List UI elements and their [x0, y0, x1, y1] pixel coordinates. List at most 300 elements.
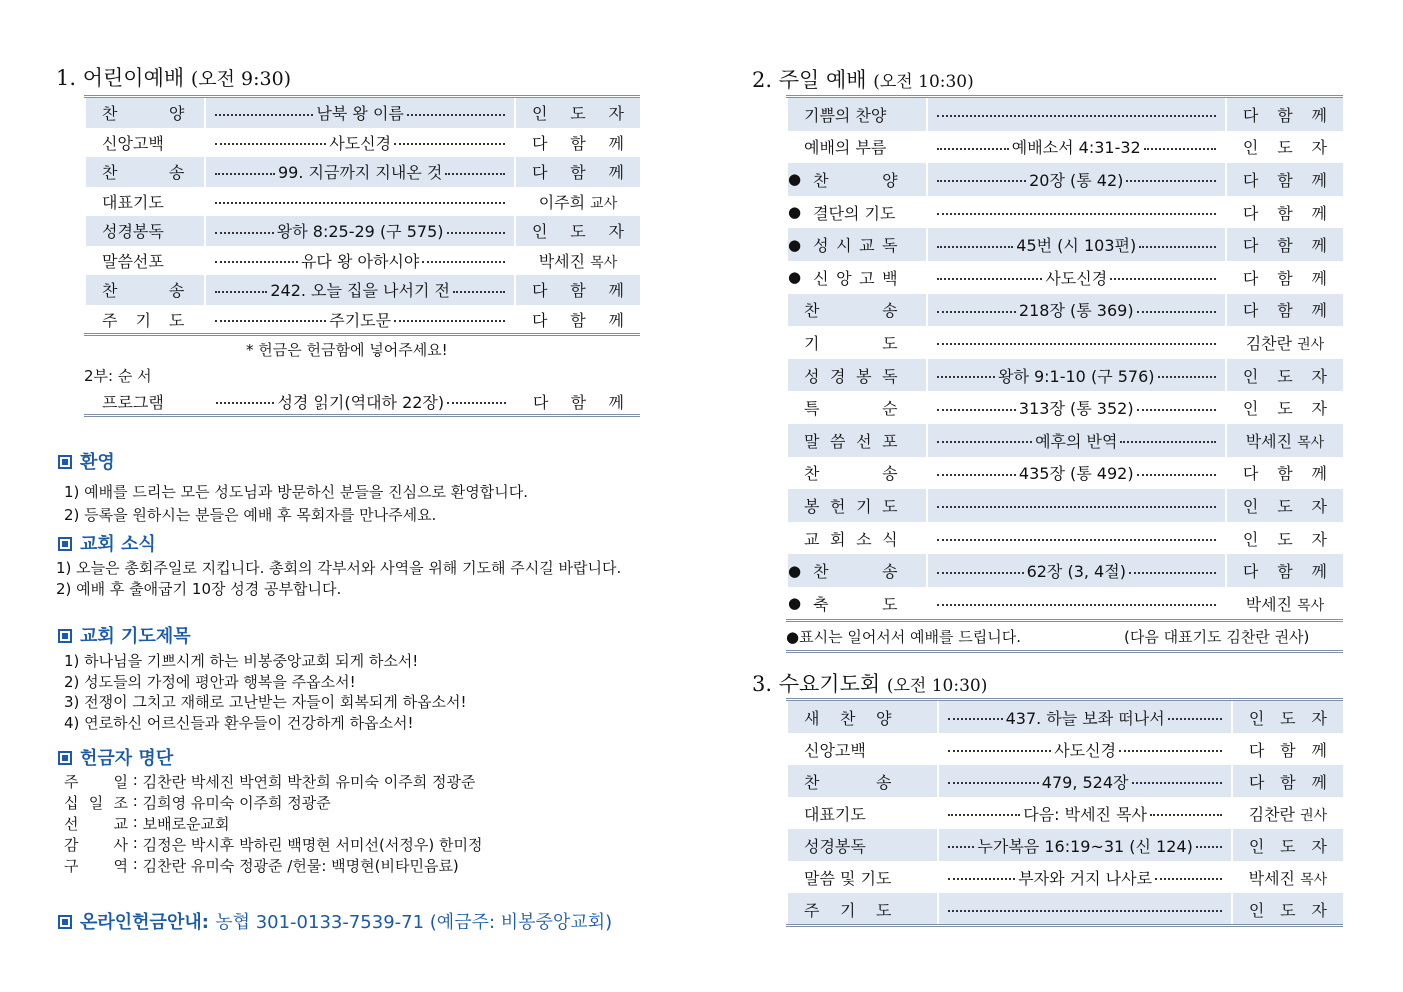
- order-item-cell: [787, 163, 927, 196]
- order-item-cell: [787, 359, 927, 392]
- order-content: 남북 왕 이름: [316, 104, 404, 124]
- online-account: 농협 301-0133-7539-71 (예금주: 비봉중앙교회): [215, 912, 613, 933]
- section-3-title: [752, 668, 987, 698]
- table-row: [787, 359, 1343, 392]
- dotted-leader: [934, 396, 1219, 419]
- order-content-cell: [927, 196, 1226, 229]
- order-content: 사도신경: [1054, 740, 1117, 760]
- order-item-cell: [787, 522, 927, 555]
- order-content: 437. 하늘 보좌 떠나서: [1005, 708, 1165, 728]
- order-item-name: 찬 양: [102, 104, 185, 124]
- order-leader-cell: [1226, 391, 1343, 424]
- order-item-label: [794, 866, 931, 889]
- dot-fill: [1120, 441, 1215, 443]
- table-row: [787, 554, 1343, 587]
- order-leader: 김찬란 권사: [1245, 333, 1325, 353]
- donor-names: 보배로운교회: [142, 815, 230, 833]
- order-content-cell: [927, 163, 1226, 196]
- order-item-label: [92, 160, 198, 183]
- dot-fill: [937, 539, 1216, 541]
- donor-row: [64, 771, 476, 792]
- order-item-name: 대표기도: [102, 192, 164, 212]
- standing-bullet-icon: ●: [788, 268, 802, 287]
- dot-fill: [937, 246, 1014, 248]
- prayer-line: 4) 연로하신 어르신들과 환우들이 건강하게 하옵소서!: [64, 714, 414, 732]
- table-row: [787, 131, 1343, 164]
- order-content-cell: [927, 424, 1226, 457]
- order-item-cell: [787, 391, 927, 424]
- order-item-label: [788, 266, 920, 289]
- dot-fill: [407, 114, 505, 116]
- square-bullet-icon: [58, 455, 72, 469]
- order-leader-cell: [1232, 733, 1343, 765]
- order-content: 313장 (통 352): [1018, 399, 1134, 419]
- order-item-name: 축 도: [813, 594, 898, 614]
- order-content-cell: [206, 387, 516, 415]
- square-bullet-icon: [58, 537, 72, 551]
- order-item-label: [794, 770, 931, 793]
- order-item-cell: [787, 424, 927, 457]
- section-time: (오전 10:30): [886, 676, 988, 696]
- order-leader-cell: [515, 216, 640, 246]
- donors-heading: [58, 744, 173, 770]
- order-content: 435장 (통 492): [1018, 464, 1134, 484]
- order-item-label: [794, 802, 931, 825]
- order-leader: 다 함 께: [1242, 236, 1327, 256]
- standing-bullet-icon: ●: [788, 203, 802, 222]
- order-content-cell: [927, 131, 1226, 164]
- order-content: 왕하 9:1-10 (구 576): [997, 366, 1155, 386]
- table-row: [85, 157, 640, 187]
- dotted-leader: [212, 219, 508, 242]
- sunday-worship-table: [786, 98, 1343, 620]
- order-leader-cell: [1226, 587, 1343, 620]
- order-leader-cell: [515, 98, 640, 128]
- dotted-leader: [213, 390, 509, 413]
- dot-fill: [1132, 782, 1222, 784]
- donor-category: 감 사: [64, 836, 128, 854]
- order-item-label: [788, 201, 920, 224]
- order-item-label: [92, 278, 198, 301]
- order-content: 20장 (통 42): [1029, 170, 1124, 190]
- dot-fill: [937, 441, 1032, 443]
- order-content-cell: [927, 587, 1226, 620]
- order-content-cell: [927, 391, 1226, 424]
- order-leader: 박세진 목사: [1248, 868, 1328, 888]
- square-bullet-icon: [58, 751, 72, 765]
- order-leader: 인 도 자: [1242, 366, 1327, 386]
- dot-fill: [215, 291, 267, 293]
- section-time: (오전 10:30): [873, 72, 974, 92]
- order-item-label: [794, 706, 931, 729]
- dotted-leader: [934, 559, 1219, 582]
- order-item-label: [794, 898, 931, 921]
- donor-row: [64, 792, 331, 813]
- table-row: [787, 733, 1343, 765]
- dot-fill: [215, 202, 505, 204]
- order-leader: 다 함 께: [1242, 170, 1327, 190]
- order-item-label: [92, 308, 198, 331]
- order-item-cell: [787, 131, 927, 164]
- order-leader-cell: [515, 305, 640, 335]
- dotted-leader: [945, 866, 1224, 889]
- table-row: [787, 489, 1343, 522]
- order-item-cell: [85, 246, 205, 276]
- order-content-cell: [938, 733, 1231, 765]
- standing-bullet-icon: ●: [788, 561, 802, 580]
- online-label: 온라인헌금안내:: [80, 912, 209, 933]
- dot-fill: [948, 910, 1221, 912]
- dotted-leader: [934, 298, 1219, 321]
- part2-label: 2부: 순 서: [84, 367, 152, 385]
- table-row: [787, 391, 1343, 424]
- order-leader-cell: [1226, 294, 1343, 327]
- order-leader: 인 도 자: [1242, 399, 1327, 419]
- order-leader: 인 도 자: [531, 222, 624, 242]
- table-bottom-rule: [84, 333, 640, 336]
- order-item-cell: [85, 128, 205, 158]
- order-content: 주기도문: [329, 310, 392, 330]
- dot-fill: [422, 261, 505, 263]
- table-row: [787, 424, 1343, 457]
- order-item-cell: [787, 829, 938, 861]
- dotted-leader: [934, 135, 1219, 158]
- order-item-cell: [787, 861, 938, 893]
- dot-fill: [937, 213, 1216, 215]
- table-row: [787, 294, 1343, 327]
- table-row: [787, 228, 1343, 261]
- dot-fill: [445, 173, 505, 175]
- dot-fill: [1129, 572, 1216, 574]
- order-item-label: [794, 103, 920, 126]
- donor-row: [64, 834, 482, 855]
- order-content: 예배소서 4:31-32: [1011, 138, 1141, 158]
- dot-fill: [215, 232, 273, 234]
- dot-fill: [1158, 376, 1216, 378]
- dot-fill: [937, 148, 1009, 150]
- order-leader: 인 도 자: [1248, 708, 1327, 728]
- dot-fill: [1139, 246, 1216, 248]
- section-title-text: 어린이예배: [82, 66, 185, 90]
- table-row: [787, 701, 1343, 733]
- standing-bullet-icon: ●: [788, 170, 802, 189]
- order-leader-cell: [1226, 522, 1343, 555]
- order-item-name: 새 찬 양: [804, 708, 892, 728]
- order-item-name: 봉 헌 기 도: [804, 496, 898, 516]
- order-item-label: [788, 559, 920, 582]
- order-item-cell: [787, 294, 927, 327]
- order-leader-cell: [1226, 326, 1343, 359]
- order-content-cell: [927, 359, 1226, 392]
- dot-fill: [1137, 311, 1216, 313]
- order-item-cell: [787, 326, 927, 359]
- dot-fill: [937, 474, 1016, 476]
- dot-fill: [216, 402, 275, 404]
- order-leader: 다 함 께: [1242, 562, 1327, 582]
- order-item-label: [794, 429, 920, 452]
- donor-separator: :: [128, 834, 143, 852]
- order-item-cell: [85, 275, 205, 305]
- dot-fill: [1119, 750, 1222, 752]
- order-leader-cell: [1232, 893, 1343, 925]
- table-row: [787, 861, 1343, 893]
- order-content: 사도신경: [329, 133, 392, 153]
- table-row: [787, 522, 1343, 555]
- prayer-line: 1) 하나님을 기쁘시게 하는 비봉중앙교회 되게 하소서!: [64, 652, 419, 670]
- order-item-label: [92, 131, 198, 154]
- order-item-label: [794, 461, 920, 484]
- order-item-name: 성경봉독: [804, 836, 866, 856]
- donor-category: 구 역: [64, 857, 128, 875]
- section-1-title: [56, 62, 291, 92]
- donor-category: 선 교: [64, 815, 128, 833]
- order-item-cell: [787, 196, 927, 229]
- heading-text: 헌금자 명단: [80, 748, 174, 769]
- order-leader: 다 함 께: [1242, 203, 1327, 223]
- dot-fill: [937, 180, 1027, 182]
- welcome-line: 2) 등록을 원하시는 분들은 예배 후 목회자를 만나주세요.: [64, 506, 437, 524]
- dotted-leader: [945, 834, 1224, 857]
- table-row: [85, 216, 640, 246]
- order-leader: 인 도 자: [1248, 900, 1327, 920]
- section-number: 2.: [752, 68, 773, 92]
- order-item-cell: [787, 701, 938, 733]
- dotted-leader: [934, 341, 1219, 343]
- order-leader-cell: [1232, 797, 1343, 829]
- order-item-cell: [787, 587, 927, 620]
- order-content-cell: [927, 294, 1226, 327]
- order-leader: 박세진 목사: [1245, 594, 1325, 614]
- donor-separator: :: [128, 792, 143, 810]
- order-leader: 김찬란 권사: [1248, 804, 1328, 824]
- table-row: [787, 326, 1343, 359]
- order-leader-cell: [1226, 228, 1343, 261]
- order-content: 45번 (시 103편): [1016, 236, 1137, 256]
- order-item-cell: [787, 893, 938, 925]
- order-content: 62장 (3, 4절): [1026, 562, 1126, 582]
- order-leader-cell: [515, 157, 640, 187]
- order-item-name: 찬 송: [804, 772, 892, 792]
- order-item-cell: [787, 797, 938, 829]
- dot-fill: [394, 320, 505, 322]
- order-item-name: 주 기 도: [102, 310, 185, 330]
- order-item-label: [794, 135, 920, 158]
- order-item-name: 말 씀 선 포: [804, 431, 898, 451]
- dot-fill: [948, 878, 1015, 880]
- news-line: 2) 예배 후 출애굽기 10장 성경 공부합니다.: [56, 580, 342, 598]
- offering-note: * 헌금은 헌금함에 넣어주세요!: [246, 341, 448, 359]
- dot-fill: [937, 343, 1216, 345]
- dot-fill: [453, 291, 505, 293]
- order-item-label: [794, 527, 920, 550]
- order-leader-cell: [1232, 829, 1343, 861]
- dotted-leader: [934, 461, 1219, 484]
- dot-fill: [937, 278, 1043, 280]
- order-content-cell: [205, 157, 515, 187]
- dot-fill: [948, 718, 1002, 720]
- online-offering: [58, 908, 612, 934]
- order-content: 성경 읽기(역대하 22장): [277, 392, 445, 412]
- order-leader-cell: [1232, 861, 1343, 893]
- donor-separator: :: [128, 855, 143, 873]
- next-prayer-note: (다음 대표기도 김찬란 권사): [1124, 628, 1310, 646]
- section-time: (오전 9:30): [190, 68, 292, 90]
- order-leader-cell: [1226, 196, 1343, 229]
- order-item-label: [788, 592, 920, 615]
- order-content-cell: [205, 275, 515, 305]
- table-row: [85, 187, 640, 217]
- order-leader-cell: [1226, 489, 1343, 522]
- order-item-cell: [787, 489, 927, 522]
- order-content-cell: [938, 765, 1231, 797]
- table-bottom-rule: [84, 414, 640, 417]
- table-row: [85, 246, 640, 276]
- square-bullet-icon: [58, 629, 72, 643]
- dotted-leader: [934, 211, 1219, 213]
- order-item-cell: [85, 157, 205, 187]
- order-leader: 다 함 께: [1242, 301, 1327, 321]
- dotted-leader: [934, 266, 1219, 289]
- dot-fill: [215, 261, 298, 263]
- order-item-name: 대표기도: [804, 804, 866, 824]
- donor-separator: :: [128, 771, 143, 789]
- standing-bullet-icon: ●: [788, 235, 802, 254]
- section-number: 3.: [752, 672, 773, 696]
- order-item-name: 기쁨의 찬양: [804, 105, 887, 125]
- dotted-leader: [934, 537, 1219, 539]
- square-bullet-icon: [58, 915, 72, 929]
- order-item-name: 성 경 봉 독: [804, 366, 898, 386]
- welcome-heading: [58, 448, 115, 474]
- donor-names: 김희영 유미숙 이주희 정광준: [142, 794, 331, 812]
- heading-text: 교회 기도제목: [80, 626, 191, 647]
- table-row: [787, 587, 1343, 620]
- order-leader: 인 도 자: [1242, 496, 1327, 516]
- order-content-cell: [927, 554, 1226, 587]
- dot-fill: [948, 814, 1020, 816]
- dotted-leader: [945, 802, 1224, 825]
- table-row: [85, 98, 640, 128]
- order-content-cell: [927, 228, 1226, 261]
- dotted-leader: [934, 429, 1219, 452]
- table-row: [787, 457, 1343, 490]
- order-leader: 이주희 교사: [538, 192, 618, 212]
- order-item-name: 말씀선포: [102, 251, 164, 271]
- table-row: [787, 829, 1343, 861]
- order-item-name: 신앙고백: [804, 740, 866, 760]
- order-content-cell: [205, 187, 515, 217]
- order-leader: 다 함 께: [1242, 268, 1327, 288]
- order-leader-cell: [515, 275, 640, 305]
- news-heading: [58, 530, 156, 556]
- order-content: 사도신경: [1045, 268, 1108, 288]
- order-item-name: 신앙고백: [102, 133, 164, 153]
- order-leader: 다 함 께: [1242, 464, 1327, 484]
- order-item-name: 결단의 기도: [813, 203, 896, 223]
- order-item-label: [794, 331, 920, 354]
- donor-names: 김찬란 유미숙 정광준 /헌물: 백명현(비타민음료): [142, 857, 459, 875]
- dot-fill: [215, 114, 313, 116]
- section-number: 1.: [56, 66, 77, 90]
- order-leader-cell: [1232, 701, 1343, 733]
- table-row: [787, 163, 1343, 196]
- dotted-leader: [945, 706, 1224, 729]
- order-content: 242. 오늘 집을 나서기 전: [270, 281, 450, 301]
- order-item-label: [92, 249, 198, 272]
- order-content: 예후의 반역: [1035, 431, 1118, 451]
- order-item-label: [794, 396, 920, 419]
- order-item-cell: [787, 733, 938, 765]
- donor-row: [64, 813, 230, 834]
- order-item-label: [794, 738, 931, 761]
- table-bottom-rule: [786, 619, 1343, 622]
- order-leader-cell: [1226, 554, 1343, 587]
- table-row: [85, 275, 640, 305]
- order-content: 218장 (통 369): [1018, 301, 1134, 321]
- order-content: 왕하 8:25-29 (구 575): [276, 222, 444, 242]
- table-bottom-rule: [786, 924, 1343, 927]
- order-content: 부자와 거지 나사로: [1018, 868, 1153, 888]
- order-item-name: 신 앙 고 백: [813, 268, 898, 288]
- dotted-leader: [934, 602, 1219, 604]
- dotted-leader: [945, 770, 1224, 793]
- standing-bullet-icon: ●: [788, 594, 802, 613]
- order-leader-cell: [515, 246, 640, 276]
- order-item-cell: [787, 261, 927, 294]
- prayer-line: 3) 전쟁이 그치고 재해로 고난받는 자들이 회복되게 하옵소서!: [64, 693, 467, 711]
- order-content-cell: [938, 893, 1231, 925]
- dot-fill: [1126, 180, 1216, 182]
- table-row: [85, 305, 640, 335]
- order-content: 99. 지금까지 지내온 것: [277, 163, 443, 183]
- order-leader-cell: [515, 187, 640, 217]
- order-item-cell: [85, 387, 206, 415]
- order-item-cell: [85, 187, 205, 217]
- dot-fill: [937, 376, 995, 378]
- section-2-title: [752, 64, 974, 94]
- order-content-cell: [205, 128, 515, 158]
- order-item-cell: [787, 765, 938, 797]
- dot-fill: [1196, 846, 1222, 848]
- order-item-cell: [85, 305, 205, 335]
- dot-fill: [215, 320, 326, 322]
- order-item-cell: [787, 457, 927, 490]
- order-leader: 박세진 목사: [1245, 431, 1325, 451]
- table-row: [85, 387, 640, 415]
- news-line: 1) 오늘은 총회주일로 지킵니다. 총회의 각부서와 사역을 위해 기도해 주시길 바랍니다.: [56, 559, 622, 577]
- order-leader: 다 함 께: [531, 163, 624, 183]
- order-content-cell: [938, 829, 1231, 861]
- order-item-name: 교 회 소 식: [804, 529, 898, 549]
- stand-note: ●표시는 일어서서 예배를 드립니다.: [786, 628, 1022, 646]
- order-leader: 다 함 께: [1242, 105, 1327, 125]
- table-row: [787, 196, 1343, 229]
- order-content-cell: [205, 98, 515, 128]
- dot-fill: [937, 115, 1216, 117]
- order-leader: 인 도 자: [1242, 529, 1327, 549]
- dotted-leader: [934, 168, 1219, 191]
- order-content-cell: [205, 246, 515, 276]
- dot-fill: [1168, 718, 1222, 720]
- order-item-name: 찬 송: [102, 281, 185, 301]
- dot-fill: [215, 173, 275, 175]
- order-leader: 다 함 께: [531, 310, 624, 330]
- order-item-label: [794, 834, 931, 857]
- order-item-label: [92, 219, 198, 242]
- order-leader-cell: [1226, 163, 1343, 196]
- order-leader: 다 함 께: [531, 133, 624, 153]
- order-content: 다음: 박세진 목사: [1023, 804, 1148, 824]
